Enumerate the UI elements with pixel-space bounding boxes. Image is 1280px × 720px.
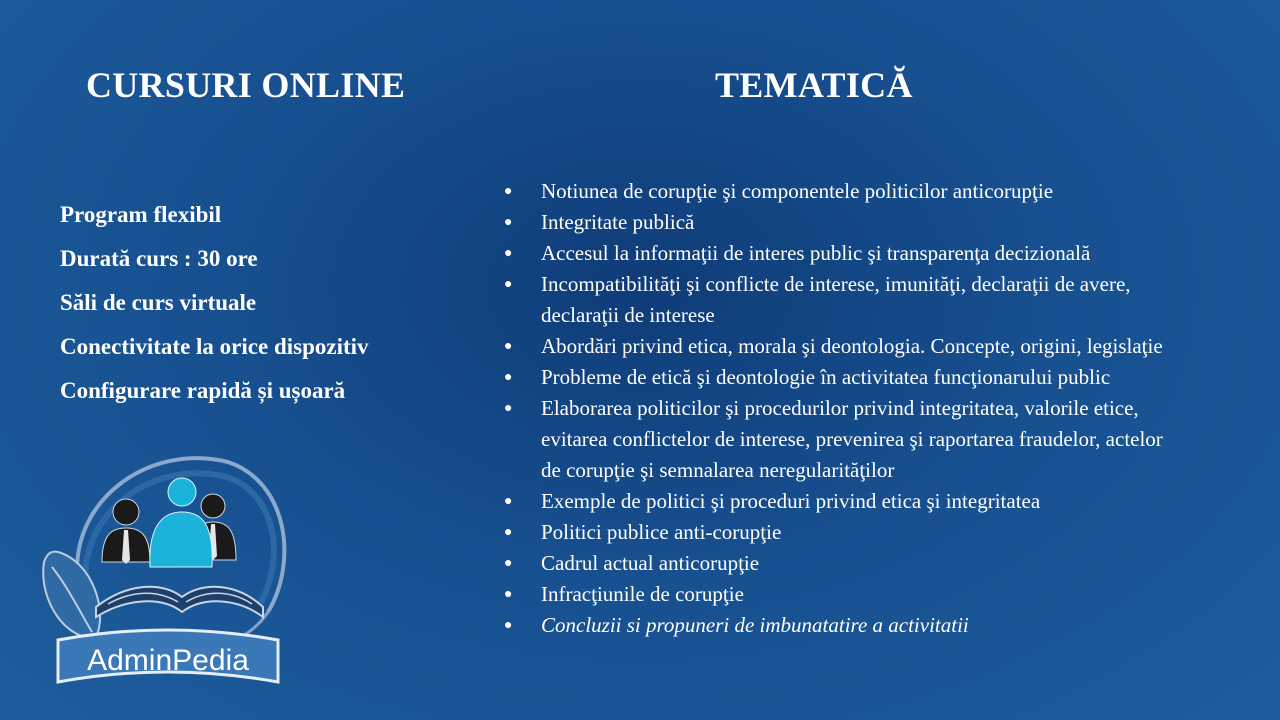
right-title: TEMATICĂ	[715, 65, 913, 105]
bullet-icon: ●	[504, 339, 513, 354]
bullet-icon: ●	[504, 184, 513, 199]
topic-item: ● Elaborarea politicilor şi procedurilor privind integritatea, valorile etice, evitarea conflictelor de interese, prevenirea şi raportarea fraudelor, actelor de corupţie şi semnalarea neregularităţilor	[500, 393, 1180, 486]
topic-item: ● Infracţiunile de corupţie	[500, 579, 1180, 610]
feature-item: Conectivitate la orice dispozitiv	[60, 334, 369, 359]
bullet-icon: ●	[504, 494, 513, 509]
feature-item: Săli de curs virtuale	[60, 290, 257, 315]
topic-item: ● Incompatibilităţi şi conflicte de interese, imunităţi, declaraţii de avere, declaraţii de interese	[500, 269, 1180, 331]
bullet-icon: ●	[504, 556, 513, 571]
logo-icon	[38, 432, 296, 698]
topic-item: ● Cadrul actual anticorupţie	[500, 548, 1180, 579]
topic-item: ● Concluzii si propuneri de imbunatatire a activitatii	[500, 610, 1180, 641]
feature-item: Durată curs : 30 ore	[60, 246, 258, 271]
bullet-icon: ●	[504, 525, 513, 540]
bullet-icon: ●	[504, 618, 513, 633]
bullet-icon: ●	[504, 587, 513, 602]
bullet-icon: ●	[504, 246, 513, 261]
topic-item: ● Notiunea de corupţie şi componentele politicilor anticorupţie	[500, 176, 1180, 207]
bullet-icon: ●	[504, 370, 513, 385]
topic-item: ● Abordări privind etica, morala şi deontologia. Concepte, origini, legislaţie	[500, 331, 1180, 362]
topics-list	[500, 176, 1180, 641]
left-title: CURSURI ONLINE	[86, 65, 406, 105]
feature-item: Program flexibil	[60, 202, 222, 227]
bullet-icon: ●	[504, 215, 513, 230]
feature-item: Configurare rapidă și ușoară	[60, 378, 346, 403]
topic-item: ● Integritate publică	[500, 207, 1180, 238]
topic-item: ● Politici publice anti-corupţie	[500, 517, 1180, 548]
topic-item: ● Probleme de etică şi deontologie în activitatea funcţionarului public	[500, 362, 1180, 393]
topic-item: ● Exemple de politici şi proceduri privind etica şi integritatea	[500, 486, 1180, 517]
bullet-icon: ●	[504, 277, 513, 292]
logo-text: AdminPedia	[87, 644, 249, 677]
bullet-icon: ●	[504, 401, 513, 416]
adminpedia-logo	[38, 432, 296, 698]
features-list	[60, 200, 369, 420]
topic-item: ● Accesul la informaţii de interes public şi transparenţa decizională	[500, 238, 1180, 269]
